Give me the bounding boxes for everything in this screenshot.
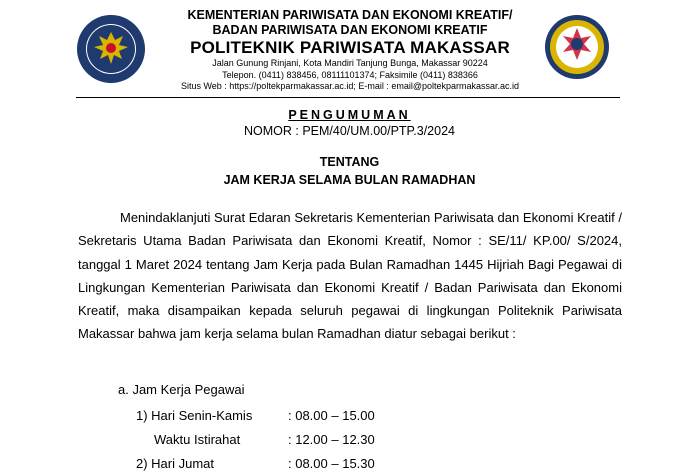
schedule-value: : 12.00 – 12.30 <box>288 432 375 447</box>
document-number: NOMOR : PEM/40/UM.00/PTP.3/2024 <box>244 124 455 138</box>
document-subject: JAM KERJA SELAMA BULAN RAMADHAN <box>223 173 476 187</box>
kemenparekraf-logo <box>76 14 146 84</box>
ministry-line: KEMENTERIAN PARIWISATA DAN EKONOMI KREATIF/ <box>187 8 513 22</box>
tentang-label: TENTANG <box>319 155 380 169</box>
schedule-value: : 08.00 – 15.00 <box>288 408 375 423</box>
agency-line: BADAN PARIWISATA DAN EKONOMI KREATIF <box>212 23 488 37</box>
schedule-label: 2) Hari Jumat <box>136 456 215 471</box>
schedule-label: 1) Hari Senin-Kamis <box>136 408 253 423</box>
schedule-label: Waktu Istirahat <box>154 432 241 447</box>
letterhead <box>150 8 550 93</box>
body-paragraph: Menindaklanjuti Surat Edaran Sekretaris Kementerian Pariwisata dan Ekonomi Kreatif / Sekretaris Utama Badan Pariwisata dan Ekonomi Kreatif, Nomor : SE/11/ KP.00/ S/2024, tanggal 1 Maret 2024 tentang Jam Kerja pada Bulan Ramadhan 1445 Hijriah Bagi Pegawai di Lingkungan Kementerian Pariwisata dan Ekonomi Kreatif / Badan Pariwisata dan Ekonomi Kreatif, maka disampaikan kepada seluruh pegawai di lingkungan Politeknik Pariwisata Makassar bahwa jam kerja selama bulan Ramadhan diatur sebagai berikut : <box>78 210 622 342</box>
web-email: Situs Web : https://poltekparmakassar.ac.id; E-mail : email@poltekparmakassar.ac.id <box>180 81 520 91</box>
institution-name: POLITEKNIK PARIWISATA MAKASSAR <box>190 38 510 57</box>
phone: Telepon. (0411) 838456, 08111101374; Faksimile (0411) 838366 <box>222 69 478 80</box>
schedule-value: : 08.00 – 15.30 <box>288 456 375 471</box>
header-divider <box>76 97 620 98</box>
poltekpar-logo <box>544 14 610 80</box>
document-title: PENGUMUMAN <box>288 108 411 122</box>
section-a-heading: a. Jam Kerja Pegawai <box>118 382 245 397</box>
address: Jalan Gunung Rinjani, Kota Mandiri Tanjung Bunga, Makassar 90224 <box>212 58 488 68</box>
